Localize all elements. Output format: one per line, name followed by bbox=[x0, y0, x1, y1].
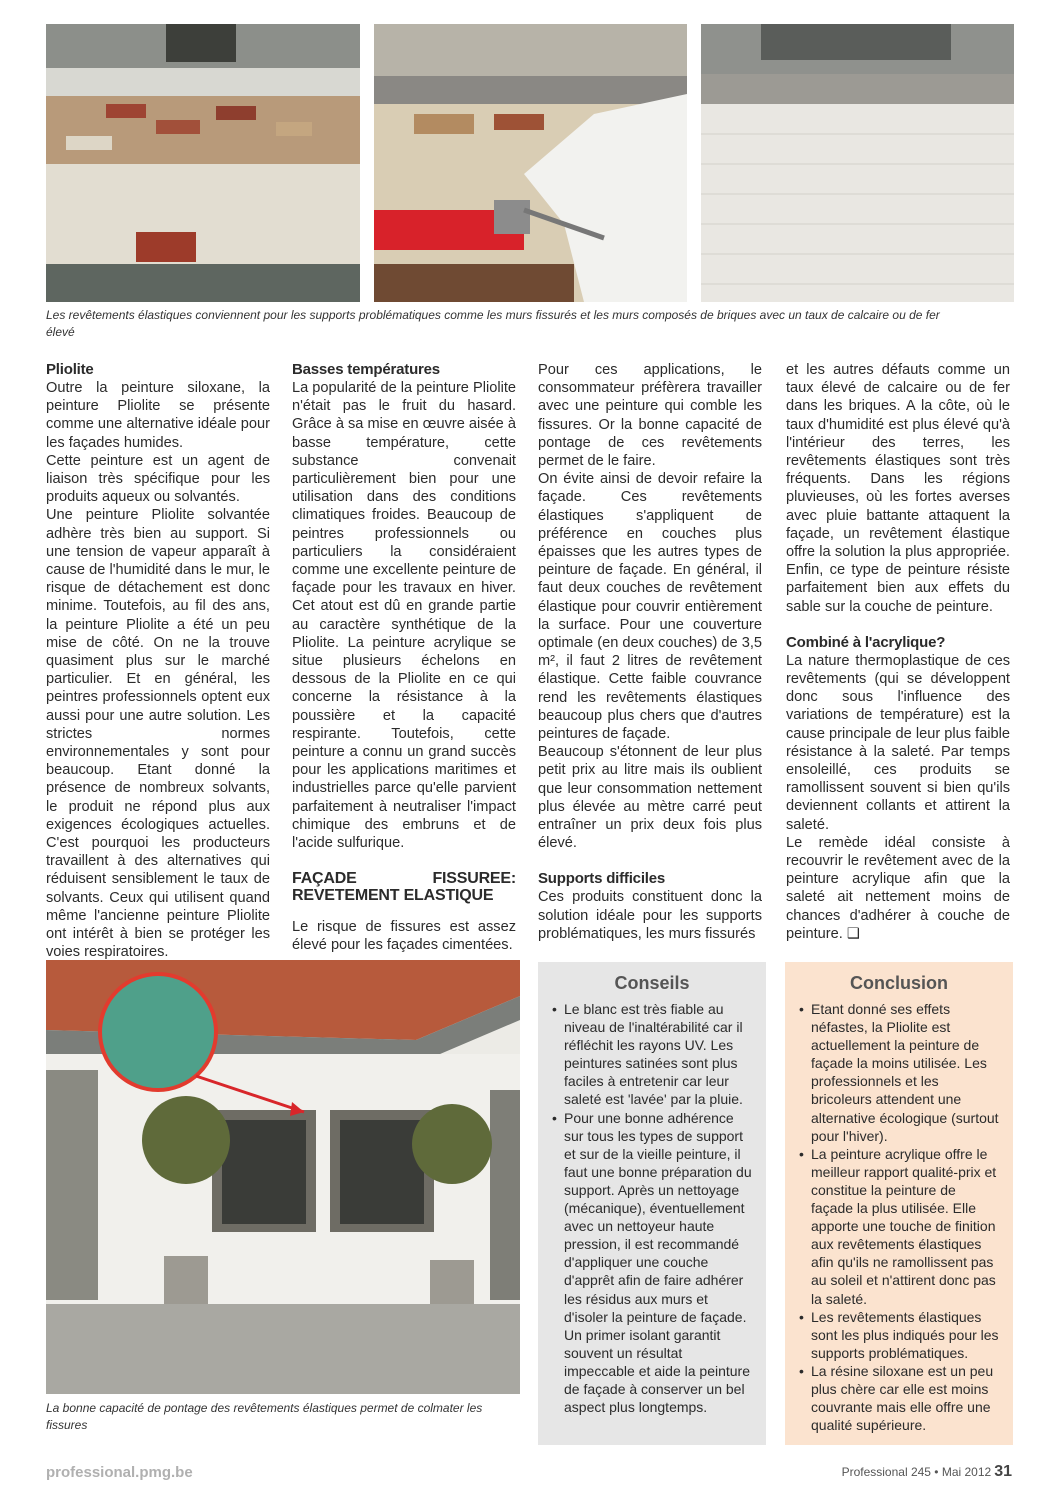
paragraph-text: Le remède idéal consiste à recouvrir le revêtement avec de la peinture acrylique afin que la saleté ait nettement moins de chances d'adhérer à couche de peinture. bbox=[786, 834, 1010, 942]
paragraph: On évite ainsi de devoir refaire la façade. Ces revêtements élastiques s'appliquent de préférence en couches plus épaisses que les autres types de peinture de façade. En général, il faut deux couches de revêtement élastique pour couvrir entièrement la surface. Pour une couverture optimale (en deux couches) de 3,5 m², il faut 2 litres de revêtement élastique. Cette faible couvrance rend les revêtements élastiques beaucoup plus chers que d'autres peintures de façade. bbox=[538, 471, 762, 743]
bottom-photo-caption: La bonne capacité de pontage des revêtements élastiques permet de colmater les fissures bbox=[46, 1401, 483, 1432]
photo-painting-wall bbox=[374, 24, 687, 302]
conseils-list bbox=[552, 1000, 752, 1416]
paragraph: Pour ces applications, le consommateur préfèrera travailler avec une peinture qui comble les fissures. Or la bonne capacité de pontage de ces revêtements permet de le faire. bbox=[538, 362, 762, 470]
heading-supports-difficiles: Supports difficiles bbox=[538, 870, 666, 888]
paragraph bbox=[786, 834, 1010, 943]
heading-pliolite: Pliolite bbox=[46, 361, 94, 378]
footer-issue bbox=[842, 1463, 1012, 1481]
list-item: • La peinture acrylique offre le meilleur rapport qualité-prix et constitue la peinture de façade la plus utilisée. Elle apporte une touche de finition aux revêtements élastiques afin qu'ils ne ramollissent pas au soleil et n'attirent donc pas la saleté. bbox=[799, 1145, 999, 1308]
footer-website: professional.pmg.be bbox=[46, 1464, 193, 1481]
photo-white-painted-wall bbox=[701, 24, 1014, 302]
top-photo-caption: Les revêtements élastiques conviennent pour les supports problématiques comme les murs fissurés et les murs composés de briques avec un taux de calcaire ou de fer élevé bbox=[46, 308, 940, 339]
paragraph: Ces produits constituent donc la solution idéale pour les supports problématiques, les murs fissurés bbox=[538, 889, 762, 942]
paragraph: Une peinture Pliolite solvantée adhère très bien au support. Si une tension de vapeur apparaît à cause de l'humidité dans le mur, le risque de détachement est donc minime. Toutefois, au fil des ans, la peinture Pliolite a été un peu mise de côté. On ne la trouve quasiment plus sur le marché particulier. Et en général, les peintres professionnels optent eux aussi pour une autre solution. Les strictes normes environnementales y sont pour beaucoup. Etant donné la présence de nombreux solvants, le produit ne répond plus aux exigences écologiques actuelles. C'est pourquoi les producteurs travaillent à des alternatives qui réduisent sensiblement le taux de solvants. Ceux qui utilisent quand même l'ancienne peinture Pliolite ont intérêt à bien se protéger les voies respiratoires. bbox=[46, 507, 270, 961]
list-item: • Le blanc est très fiable au niveau de l'inaltérabilité car il réfléchit les rayons UV. Les peintures satinées sont plus faciles à entretenir car leur saleté est 'lavée' par la pluie. bbox=[552, 1000, 752, 1109]
conseils-title: Conseils bbox=[614, 973, 690, 993]
paragraph: La nature thermoplastique de ces revêtements (qui se développent donc sous l'influence des variations de température) est la cause principale de leur plus faible résistance à la saleté. Par temps ensoleillé, ces produits se ramollissent souvent si bien qu'ils deviennent collants et attirent la saleté. bbox=[786, 652, 1010, 833]
paragraph: Cette peinture est un agent de liaison très spécifique pour les produits aqueux ou solvantés. bbox=[46, 452, 270, 506]
heading-combine-acrylique: Combiné à l'acrylique? bbox=[786, 633, 946, 651]
photo-weathered-brick-wall bbox=[46, 24, 360, 302]
article-column-2 bbox=[292, 361, 516, 955]
article-column-4 bbox=[786, 361, 1010, 943]
paragraph: Outre la peinture siloxane, la peinture Pliolite se présente comme une alternative idéale pour les façades humides. bbox=[46, 380, 270, 451]
paragraph: Beaucoup s'étonnent de leur plus petit prix au litre mais ils oublient que leur consommation nettement plus élevée au mètre carré peut entraîner un prix deux fois plus élevé. bbox=[538, 744, 762, 852]
photo-house-facade bbox=[46, 960, 520, 1394]
conseils-box bbox=[538, 962, 766, 1445]
conclusion-list bbox=[799, 1000, 999, 1434]
paragraph: et les autres défauts comme un taux élevé de calcaire ou de fer dans les briques. A la côte, où le taux d'humidité est plus élevé qu'à l'intérieur des terres, les revêtements élastiques sont très fréquents. Dans les régions pluvieuses, où les fortes averses avec pluie battante attaquent la façade, un revêtement élastique offre la solution la plus appropriée. Enfin, ce type de peinture résiste parfaitement bien aux effets du sable sur la couche de peinture. bbox=[786, 362, 1010, 615]
end-of-article-mark: ❑ bbox=[846, 925, 860, 942]
list-item: • Pour une bonne adhérence sur tous les types de support et sur de la vieille peinture, il faut une bonne préparation du support. Après un nettoyage (mécanique), éventuellement avec un nettoyeur haute pression, il est recommandé d'appliquer une couche d'apprêt afin de faire adhérer les résidus aux murs et d'isoler la peinture de façade. Un primer isolant garantit souvent un résultat impeccable et aide la peinture de façade à conserver un bel aspect plus longtemps. bbox=[552, 1109, 752, 1417]
list-item: • Les revêtements élastiques sont les plus indiqués pour les supports problématiques. bbox=[799, 1308, 999, 1362]
article-column-1 bbox=[46, 361, 270, 962]
article-column-3 bbox=[538, 361, 762, 943]
list-item: • Etant donné ses effets néfastes, la Pliolite est actuellement la peinture de façade la moins utilisée. Les professionnels et les bricoleurs attendent une alternative écologique (surtout pour l'hiver). bbox=[799, 1000, 999, 1145]
footer-issue-text: Professional 245 • Mai 2012 bbox=[841, 1465, 992, 1479]
conclusion-box bbox=[785, 962, 1013, 1445]
list-item: • La résine siloxane est un peu plus chère car elle est moins couvrante mais elle offre une qualité supérieure. bbox=[799, 1362, 999, 1434]
heading-facade-fissuree: FAÇADE FISSUREE: REVETEMENT ELASTIQUE bbox=[292, 870, 516, 905]
conclusion-title: Conclusion bbox=[850, 973, 948, 993]
paragraph: Le risque de fissures est assez élevé pour les façades cimentées. bbox=[292, 919, 516, 954]
page-number: 31 bbox=[994, 1463, 1012, 1480]
paragraph: La popularité de la peinture Pliolite n'était pas le fruit du hasard. Grâce à sa mise en œuvre aisée à basse température, cette substance convenait particulièrement bien pour une utilisation dans des conditions climatiques froides. Beaucoup de peintres professionnels ou particuliers la considéraient comme une excellente peinture de façade pour les travaux en hiver. Cet atout est dû en grande partie au caractère synthétique de la Pliolite. La peinture acrylique se situe plusieurs échelons en dessous de la Pliolite en ce qui concerne la résistance à la poussière et la capacité respirante. Toutefois, cette peinture a connu un grand succès pour les applications maritimes et industrielles parce qu'elle parvient parfaitement à neutraliser l'impact chimique des embruns et de l'acide sulfurique. bbox=[292, 380, 516, 852]
heading-basses-temperatures: Basses températures bbox=[292, 361, 440, 378]
